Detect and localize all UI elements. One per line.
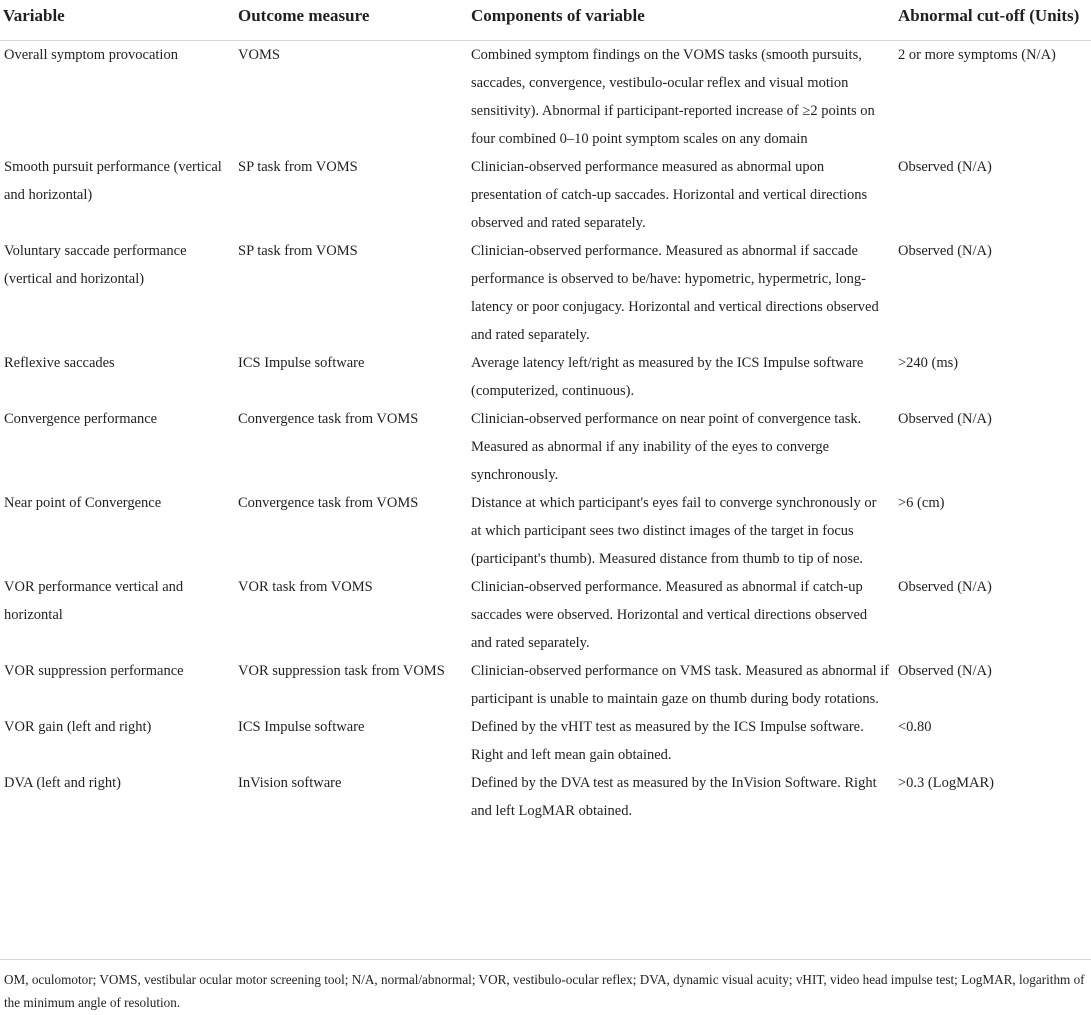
cell-components: Average latency left/right as measured by the ICS Impulse software (computerized, continuous). [471,355,864,399]
cell-components: Clinician-observed performance measured as abnormal upon presentation of catch-up saccades. Horizontal and vertical directions observed and rated separately. [471,159,868,231]
cell-variable: Overall symptom provocation [4,47,178,63]
cell-components: Clinician-observed performance. Measured as abnormal if saccade performance is observed to be/have: hypometric, hypermetric, long-latency or poor conjugacy. Horizontal and vertical directions observed and rated separately. [471,243,879,343]
cell-outcome: Convergence task from VOMS [238,411,419,427]
cell-components: Defined by the vHIT test as measured by the ICS Impulse software. Right and left mean gain obtained. [471,719,864,763]
cell-outcome: ICS Impulse software [238,355,365,371]
cell-outcome: ICS Impulse software [238,719,365,735]
table-footnote: OM, oculomotor; VOMS, vestibular ocular motor screening tool; N/A, normal/abnormal; VOR, vestibulo-ocular reflex; DVA, dynamic visual acuity; vHIT, video head impulse test; LogMAR, logarithm of the minimum angle of resolution. [4,972,1085,1010]
cell-components: Clinician-observed performance. Measured as abnormal if catch-up saccades were observed. Horizontal and vertical directions observed and rated separately. [471,579,868,651]
cell-cutoff: >240 (ms) [898,355,959,371]
table-row [0,153,1091,237]
cell-outcome: Convergence task from VOMS [238,495,419,511]
header-variable: Variable [0,0,234,41]
cell-cutoff: >6 (cm) [898,495,945,511]
cell-variable: Voluntary saccade performance (vertical and horizontal) [4,243,187,287]
cell-cutoff: Observed (N/A) [898,159,992,175]
cell-variable: Smooth pursuit performance (vertical and horizontal) [4,159,222,203]
cell-cutoff: 2 or more symptoms (N/A) [898,47,1056,63]
table-row [0,489,1091,573]
cell-components: Distance at which participant's eyes fail to converge synchronously or at which participant sees two distinct images of the target in focus (participant's thumb). Measured distance from thumb to tip of nose. [471,495,877,567]
cell-variable: Convergence performance [4,411,158,427]
cell-variable: Reflexive saccades [4,355,115,371]
table-row [0,405,1091,489]
header-abnormal-cutoff: Abnormal cut-off (Units) [894,0,1091,41]
cell-outcome: VOR task from VOMS [238,579,373,595]
table-row [0,41,1091,154]
table-row [0,573,1091,657]
cell-variable: VOR suppression performance [4,663,184,679]
table-row [0,769,1091,825]
cell-cutoff: Observed (N/A) [898,243,992,259]
cell-variable: VOR performance vertical and horizontal [4,579,184,623]
cell-outcome: SP task from VOMS [238,243,358,259]
table-bottom-rule [0,959,1091,960]
table-row [0,349,1091,405]
cell-variable: DVA (left and right) [4,775,121,791]
cell-components: Clinician-observed performance on VMS task. Measured as abnormal if participant is unable to maintain gaze on thumb during body rotations. [471,663,890,707]
cell-outcome: VOR suppression task from VOMS [238,663,445,679]
cell-outcome: VOMS [238,47,280,63]
cell-components: Clinician-observed performance on near point of convergence task. Measured as abnormal if any inability of the eyes to converge synchronously. [471,411,862,483]
header-outcome-measure: Outcome measure [234,0,467,41]
table-row [0,657,1091,713]
cell-variable: VOR gain (left and right) [4,719,152,735]
table-header-row [0,0,1091,41]
cell-cutoff: Observed (N/A) [898,411,992,427]
table-row [0,237,1091,349]
cell-outcome: SP task from VOMS [238,159,358,175]
cell-cutoff: <0.80 [898,719,932,735]
cell-components: Combined symptom findings on the VOMS tasks (smooth pursuits, saccades, convergence, vestibulo-ocular reflex and visual motion sensitivity). Abnormal if participant-reported increase of ≥2 points on four combined 0–10 point symptom scales on any domain [471,47,875,147]
header-components: Components of variable [467,0,894,41]
table-row [0,713,1091,769]
cell-variable: Near point of Convergence [4,495,162,511]
cell-components: Defined by the DVA test as measured by the InVision Software. Right and left LogMAR obtained. [471,775,877,819]
cell-cutoff: Observed (N/A) [898,663,992,679]
cell-outcome: InVision software [238,775,342,791]
cell-cutoff: >0.3 (LogMAR) [898,775,994,791]
cell-cutoff: Observed (N/A) [898,579,992,595]
